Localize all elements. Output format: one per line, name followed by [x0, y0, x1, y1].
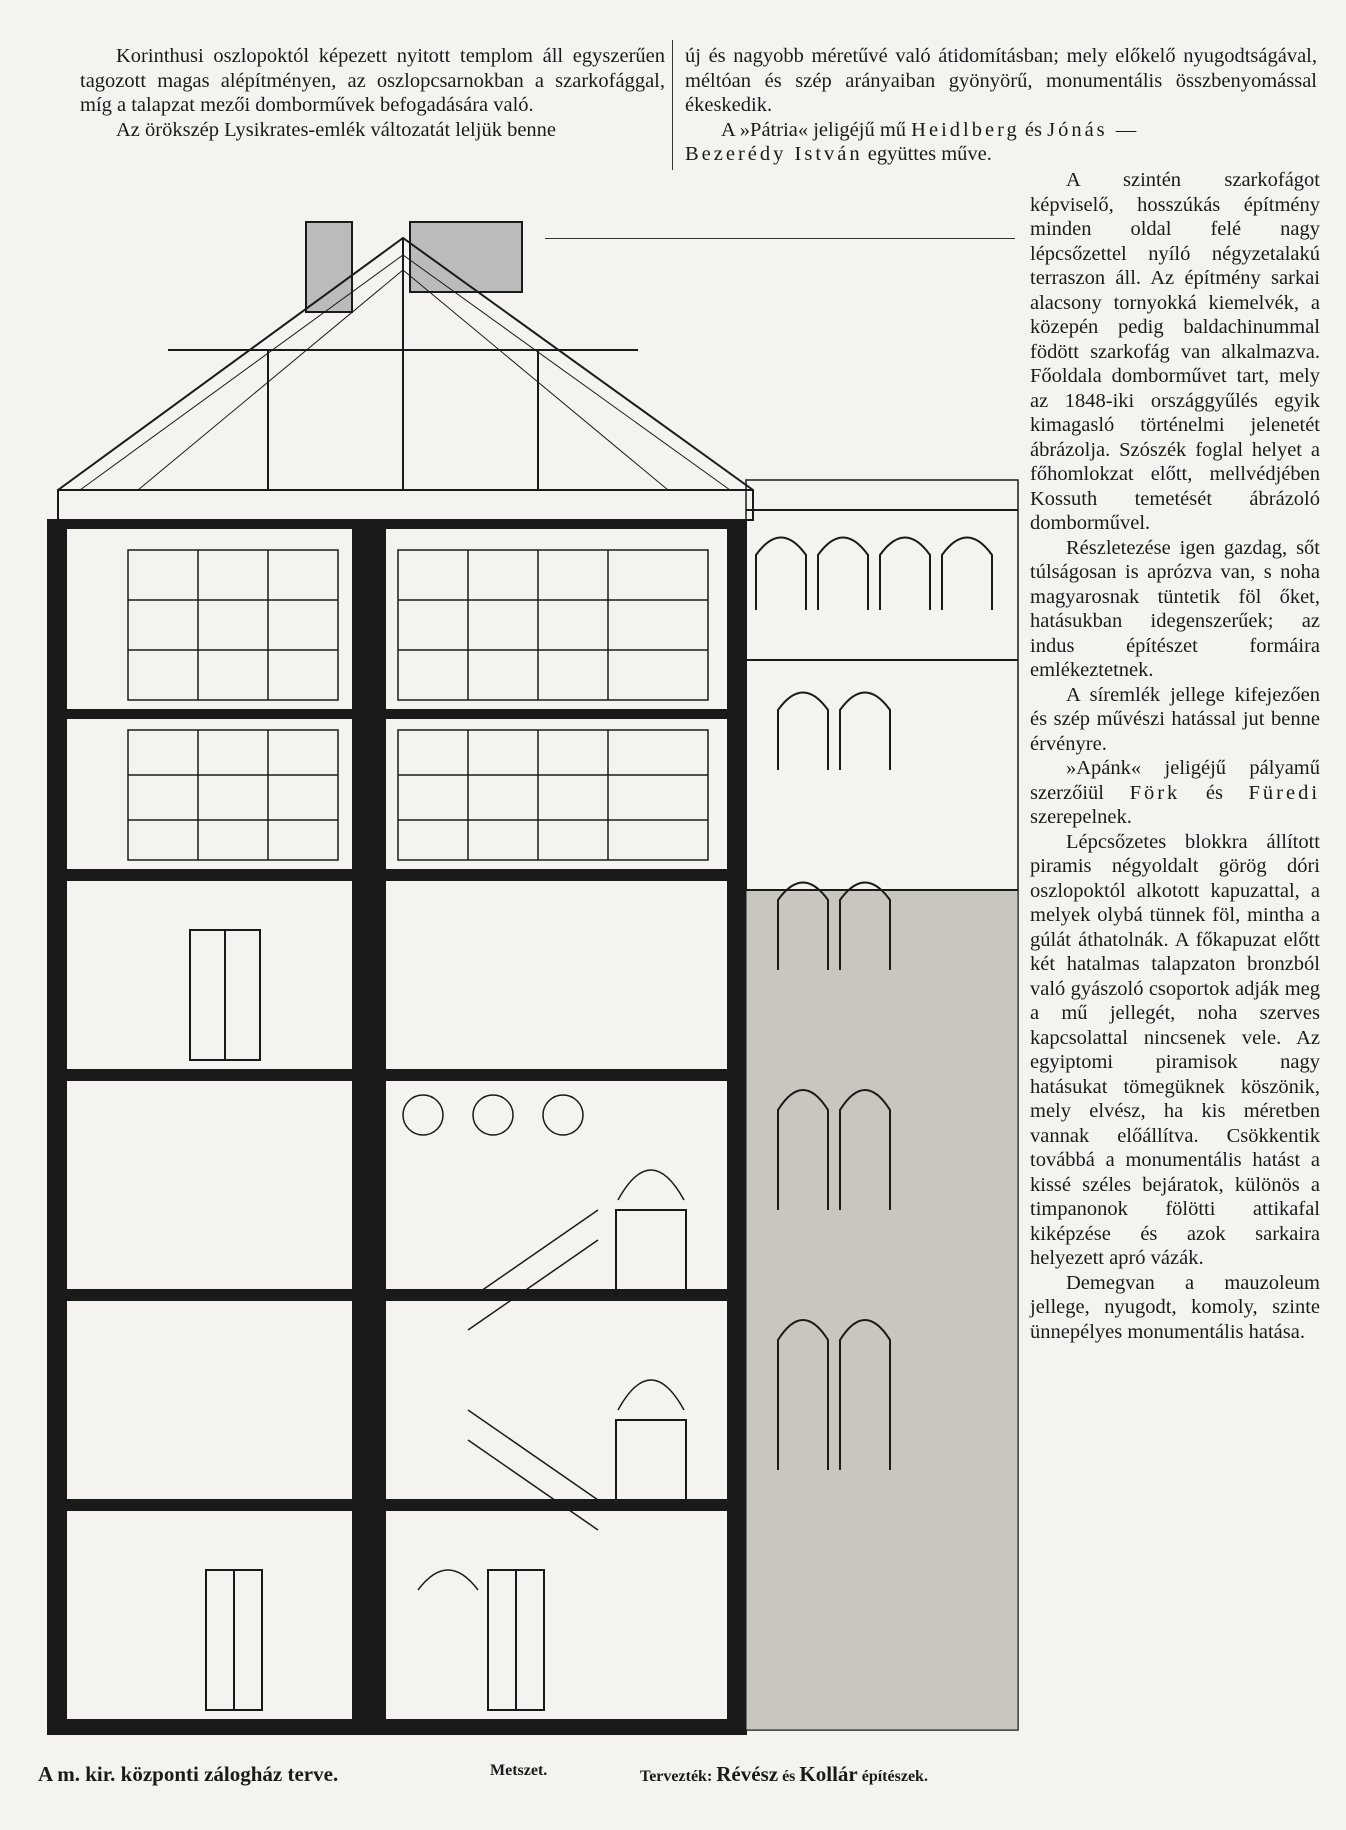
paragraph: Demegvan a mauzoleum jellege, nyugodt, komoly, szinte ünnepélyes monumentális hatása.	[1030, 1271, 1320, 1343]
floor-slabs	[48, 520, 746, 1734]
right-top-column	[685, 44, 1317, 167]
paragraph: új és nagyobb méretűvé való átidomításban; mely előkelő nyugodtságával, méltóan és szép arányaiban gyönyörű, monumentális összbenyomással ékeskedik.	[685, 45, 1317, 116]
text-run: A »Pátria« jeligéjű mű	[721, 118, 907, 141]
paragraph: A síremlék jellege kifejezően és szép művészi hatással jut benne érvényre.	[1030, 683, 1320, 755]
paragraph: Az örökszép Lysikrates-emlék változatát leljük benne	[116, 118, 557, 141]
figure-subtitle: Metszet.	[490, 1762, 548, 1779]
figure-title: A m. kir. központi zálogház terve.	[38, 1762, 339, 1786]
column-divider	[672, 40, 673, 170]
inner-wall	[353, 520, 385, 1730]
author-name: Füredi	[1248, 781, 1321, 804]
paragraph: Korinthusi oszlopoktól képezett nyitott templom áll egyszerűen tagozott magas alépítményen, az oszlopcsarnokban a szarkofággal, míg a talapzat mezői domborművek befogadására való.	[80, 45, 665, 116]
chimney	[306, 222, 352, 312]
doors	[190, 930, 686, 1710]
text-run: és	[1205, 781, 1223, 804]
roof-truss	[58, 238, 753, 520]
text-run: és	[1024, 118, 1042, 141]
outer-wall	[728, 520, 746, 1730]
credit-label: Tervezték:	[640, 1768, 713, 1785]
architect-name: Révész	[716, 1762, 779, 1786]
author-name: Förk	[1129, 781, 1181, 804]
author-name: Bezerédy István	[685, 143, 863, 165]
text-run: szerepelnek.	[1030, 806, 1132, 828]
paragraph	[685, 118, 1317, 167]
glass-partitions	[128, 550, 708, 860]
author-name: Jónás —	[1047, 118, 1140, 141]
text-run: építészek.	[861, 1768, 928, 1785]
left-column	[80, 44, 665, 142]
adjacent-facade	[746, 480, 1018, 1730]
chimney	[410, 222, 522, 292]
right-column	[1030, 168, 1320, 1344]
paragraph: A szintén szarkofágot képviselő, hosszúkás építmény minden oldal felé nagy lépcsőzettel nyíló négyzetalakú terraszon áll. Az építmény sarkai alacsony tornyokká kiemelvék, a közepén pedig baldachinummal födött szarkofág van alkalmazva. Főoldala domborművet tart, mely az 1848-iki országgyűlés egyik kimagasló történelmi jelenetét ábrázolja. Szószék foglal helyet a főhomlokzat előtt, mellvédjében Kossuth temetését ábrázoló domborművel.	[1030, 169, 1320, 534]
building-section-drawing	[18, 210, 1023, 1750]
paragraph	[1030, 756, 1320, 830]
paragraph: Részletezése igen gazdag, sőt túlságosan is aprózva van, s noha magyarosnak tüntetik föl őket, hatásukban idegenszerűek; az indus építészet formáira emlékeztetnek.	[1030, 536, 1320, 681]
figure-credits	[640, 1762, 928, 1787]
outer-wall	[48, 520, 66, 1730]
author-name: Heidlberg	[911, 118, 1020, 141]
staircase	[403, 1095, 684, 1590]
text-run: együttes műve.	[867, 143, 992, 165]
architect-name: Kollár	[799, 1762, 858, 1786]
paragraph: Lépcsőzetes blokkra állított piramis négyoldalt görög dóri oszlopoktól alkotott kapuzattal, a melyek olybá tünnek föl, mintha a gúlát áthatolnák. A főkapuzat előtt két hatalmas talapzaton bronzból való gyászoló csoportok adják meg a mű jellegét, noha szerves kapcsolattal nincsenek vele. Az egyiptomi piramisok nagy hatásukat tömegüknek köszönik, mely elvész, ha kis méretben vannak előállítva. Csökkentik továbbá a monumentális hatást a kissé széles bejáratok, különös a timpanonok fölötti attikafal kiképzése és azok sarkaira helyezett apró vázák.	[1030, 830, 1320, 1269]
text-run: és	[782, 1768, 796, 1785]
text-run: »Apánk« jeligéjű pályamű szerzőiül	[1030, 757, 1320, 804]
